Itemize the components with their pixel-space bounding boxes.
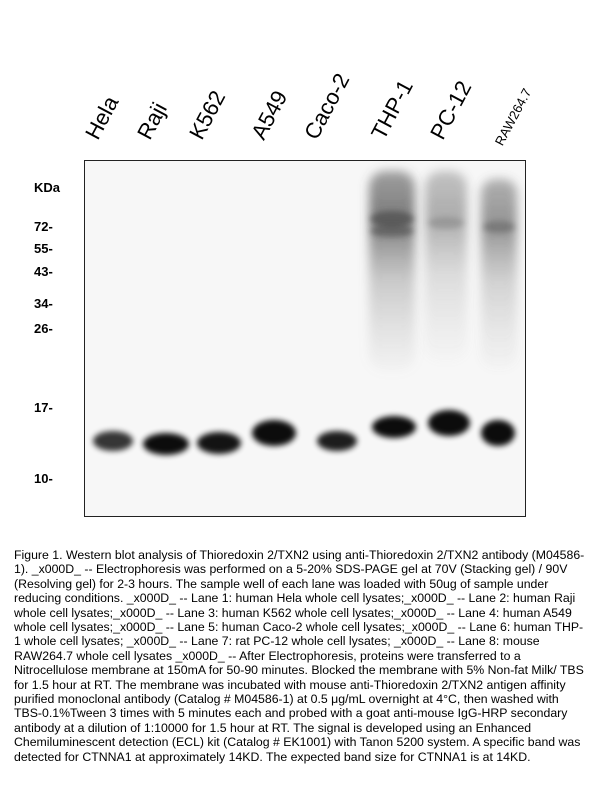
- band-caco-2: [317, 431, 357, 451]
- lane-label-pc-12: PC-12: [425, 76, 477, 144]
- band-hela: [93, 431, 133, 451]
- smear-pc-12: [425, 171, 467, 361]
- mw-marker-72: 72-: [34, 219, 53, 234]
- mw-marker-17: 17-: [34, 400, 53, 415]
- band-pc-12: [428, 410, 470, 436]
- lane-label-hela: Hela: [80, 91, 124, 144]
- lane-label-caco-2: Caco-2: [299, 69, 355, 144]
- band-a549: [252, 420, 296, 446]
- smear-raw264-7: [481, 179, 517, 369]
- mw-unit-label: KDa: [34, 180, 61, 195]
- lane-label-a549: A549: [246, 86, 293, 144]
- mw-marker-55: 55-: [34, 241, 53, 256]
- blot-membrane: [84, 160, 526, 517]
- high-mw-smears: [369, 171, 517, 371]
- blot-image: [85, 161, 525, 516]
- lane-label-raw264-7: RAW264.7: [491, 85, 535, 148]
- mw-marker-43: 43-: [34, 264, 53, 279]
- lane-label-thp-1: THP-1: [366, 75, 418, 144]
- lane-label-k562: K562: [184, 86, 231, 144]
- band-raw264-7: [481, 420, 515, 446]
- mw-marker-34: 34-: [34, 296, 53, 311]
- band-raji: [143, 433, 189, 455]
- smear-thp-1: [369, 171, 415, 371]
- figure-caption: Figure 1. Western blot analysis of Thioredoxin 2/TXN2 using anti-Thioredoxin 2/TXN2 antibody (M04586-1). _x000D_ -- Electrophoresis was performed on a 5-20% SDS-PAGE gel at 70V (Stacking gel) / 90V (Resolving gel) for 2-3 hours. The sample well of each lane was loaded with 50ug of sample under reducing conditions. _x000D_ -- Lane 1: human Hela whole cell lysates;_x000D_ -- Lane 2: human Raji whole cell lysates;_x000D_ -- Lane 3: human K562 whole cell lysates;_x000D_ -- Lane 4: human A549 whole cell lysates;_x000D_ -- Lane 5: human Caco-2 whole cell lysates;_x000D_ -- Lane 6: human THP-1 whole cell lysates; _x000D_ -- Lane 7: rat PC-12 whole cell lysates; _x000D_ -- Lane 8: mouse RAW264.7 whole cell lysates _x000D_ -- After Electrophoresis, proteins were transferred to a Nitrocellulose membrane at 150mA for 50-90 minutes. Blocked the membrane with 5% Non-fat Milk/ TBS for 1.5 hour at RT. The membrane was incubated with mouse anti-Thioredoxin 2/TXN2 antigen affinity purified monoclonal antibody (Catalog # M04586-1) at 0.5 μg/mL overnight at 4°C, then washed with TBS-0.1%Tween 3 times with 5 minutes each and probed with a goat anti-mouse IgG-HRP secondary antibody at a dilution of 1:10000 for 1.5 hour at RT. The signal is developed using an Enhanced Chemiluminescent detection (ECL) kit (Catalog # EK1001) with Tanon 5200 system. A specific band was detected for CTNNA1 at approximately 14KD. The expected band size for CTNNA1 is at 14KD.: [14, 548, 585, 764]
- band-thp-1: [372, 416, 416, 438]
- mw-marker-10: 10-: [34, 471, 53, 486]
- mw-marker-26: 26-: [34, 321, 53, 336]
- band-k562: [197, 432, 241, 454]
- lane-label-raji: Raji: [132, 98, 172, 144]
